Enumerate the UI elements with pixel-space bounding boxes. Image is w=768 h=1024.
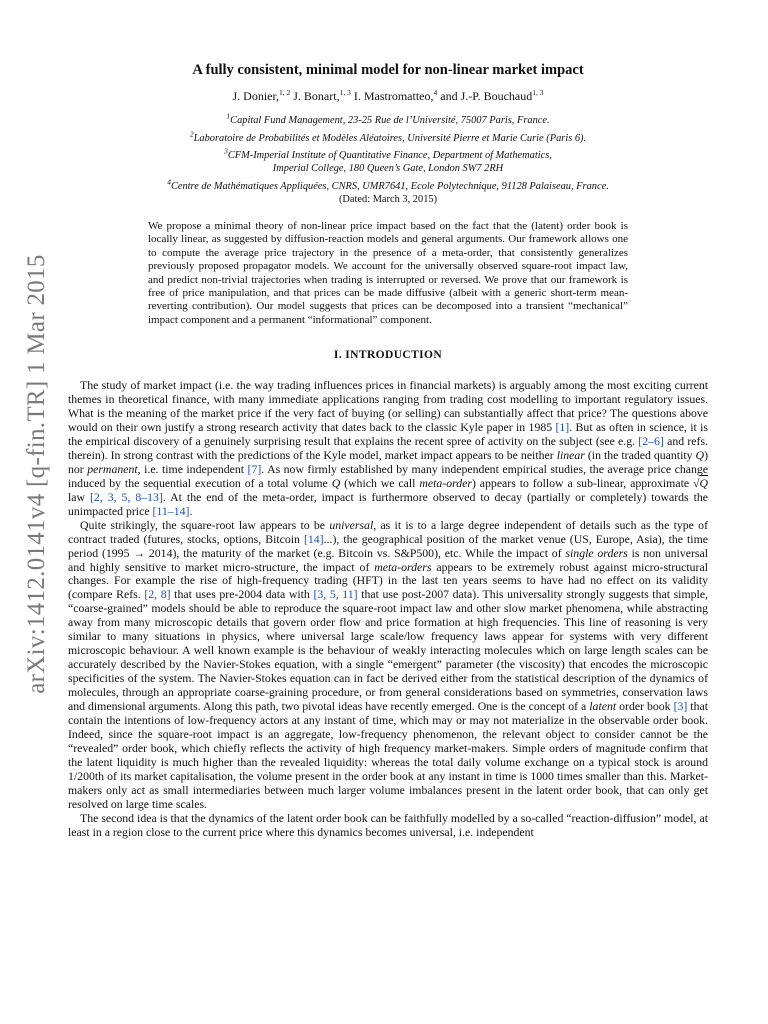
author-affiliation-marker: 4: [433, 88, 438, 97]
arxiv-sidebar: [4, 0, 70, 1024]
author-affiliation-marker: 1, 3: [532, 88, 544, 97]
citation-link[interactable]: [11–14]: [152, 503, 190, 518]
citation-link[interactable]: [14]: [303, 531, 324, 546]
body-paragraph: Quite strikingly, the square-root law appears to be universal, as it is to a large degree independent of details such as the type of contract traded (futures, stocks, options, Bitcoin [14]...), the geographical position of the market venue (US, Europe, Asia), the time period (1995 → 2014), the maturity of the market (e.g. Bitcoin vs. S&P500), etc. While the impact of single orders is non universal and highly sensitive to market micro-structure, the impact of meta-orders appears to be extremely robust against micro-structural changes. For example the rise of high-frequency trading (HFT) in the last ten years seems to have had no effect on its validity (compare Refs. [2, 8] that uses pre-2004 data with [3, 5, 11] that use post-2007 data). This universality strongly suggests that simple, “coarse-grained” models should be able to reproduce the square-root impact law and other slow market phenomena, while abstracting away from many microscopic details that govern order flow and price formation at high frequencies. This line of reasoning is very similar to many situations in physics, where universal large scale/low frequency laws appear for systems with very different microscopic behaviour. A well known example is the behaviour of weakly interacting molecules which on large length scales can be accurately described by the Navier-Stokes equation, with a single “emergent” parameter (the viscosity) that encodes the microscopic specificities of the system. The Navier-Stokes equation can in fact be derived either from the statistical description of the dynamics of molecules, through an appropriate coarse-graining procedure, or from general considerations based on symmetries, conservation laws and dimensional arguments. Along this path, two pivotal ideas have recently emerged. One is the concept of a latent order book [3] that contain the intentions of low-frequency actors at any instant of time, which may or may not materialize in the observable order book. Indeed, since the square-root impact is an aggregate, low-frequency phenomenon, the relevant object to consider cannot be the “revealed” order book, which chiefly reflects the activity of high frequency market-makers. Simple orders of magnitude confirm that the latent liquidity is much higher than the revealed liquidity: whereas the total daily volume exchange on a typical stock is around 1/200th of its market capitalisation, the volume present in the order book at any instant in time is 1000 times smaller than this. Market-makers only act as small intermediaries between much larger volume imbalances present in the latent order book, that can only get resolved on large time scales.: [68, 517, 709, 811]
author-name: J. Bonart,: [290, 89, 340, 103]
citation-link[interactable]: [3, 5, 11]: [313, 587, 358, 602]
affiliation: $^1$Capital Fund Management, 23-25 Rue de l’Université, 75007 Paris, France.: [226, 112, 550, 127]
square-root-symbol: √Q: [692, 475, 708, 490]
author-name: I. Mastromatteo,: [350, 89, 434, 103]
author-list: [68, 88, 708, 104]
affiliation: Imperial College, 180 Queen’s Gate, London SW7 2RH: [272, 163, 504, 175]
affiliation: $^2$Laboratoire de Probabilités et Modèles Aléatoires, Université Pierre et Marie Curie (Paris 6).: [189, 129, 587, 144]
affiliation: $^4$Centre de Mathématiques Appliquées, CNRS, UMR7641, Ecole Polytechnique, 91128 Palaiseau, France.: [167, 177, 609, 192]
author-name: J. Donier,: [232, 89, 279, 103]
citation-link[interactable]: [2, 3, 5, 8–13]: [90, 489, 163, 504]
section-heading-introduction: I. INTRODUCTION: [333, 349, 443, 362]
date-line: (Dated: March 3, 2015): [338, 193, 438, 205]
citation-link[interactable]: [3]: [673, 699, 688, 714]
body-paragraph: The study of market impact (i.e. the way trading influences prices in financial markets) is arguably among the most exciting current themes in theoretical finance, with many immediate applications ranging from trading cost modelling to important regulatory issues. What is the meaning of the market price if the very fact of buying (or selling) can substantially affect that price? The questions above would on their own justify a strong research activity that dates back to the classic Kyle paper in 1985 [1]. But as often in science, it is the empirical discovery of a genuinely surprising result that explains the recent spree of activity on the subject (see e.g. [2–6] and refs. therein). In strong contrast with the predictions of the Kyle model, market impact appears to be neither linear (in the traded quantity Q) nor permanent, i.e. time independent [7]. As now firmly established by many independent empirical studies, the average price change induced by the sequential execution of a total volume Q (which we call meta-order) appears to follow a sub-linear, approximate √Q law [2, 3, 5, 8–13]. At the end of the meta-order, impact is furthermore observed to decay (partially or completely) towards the unimpacted price [11–14].: [68, 378, 709, 518]
citation-link[interactable]: [1]: [555, 419, 570, 434]
affiliation: $^3$CFM-Imperial Institute of Quantitative Finance, Department of Mathematics,: [224, 146, 552, 162]
author-name: and J.-P. Bouchaud: [437, 89, 533, 103]
affiliation-list: [68, 110, 708, 193]
author-affiliation-marker: 1, 2: [279, 88, 291, 97]
citation-link[interactable]: [2, 8]: [144, 587, 171, 602]
paper-page: [68, 62, 708, 840]
citation-link[interactable]: [2–6]: [638, 433, 664, 448]
citation-link[interactable]: [7]: [247, 461, 262, 476]
author-affiliation-marker: 1, 3: [339, 88, 351, 97]
paper-title: A fully consistent, minimal model for non-linear market impact: [192, 62, 584, 78]
body-paragraph: The second idea is that the dynamics of the latent order book can be faithfully modelled by a so-called “reaction-diffusion” model, at least in a region close to the current price where this dynamics becomes universal, i.e. independent: [68, 810, 708, 839]
abstract: We propose a minimal theory of non-linear price impact based on the fact that the (latent) order book is locally linear, as suggested by diffusion-reaction models and general arguments. Our framework allows one to compute the average price trajectory in the presence of a meta-order, that consistently generalizes previously proposed propagator models. We account for the universally observed square-root impact law, and predict non-trivial trajectories when trading is interrupted or reversed. We prove that our framework is free of price manipulation, and that prices can be made diffusive (albeit with a generic short-term mean-reverting contribution). Our model suggests that prices can be decomposed into a transient “mechanical” impact component and a permanent “informational” component.: [148, 219, 628, 326]
arxiv-identifier: arXiv:1412.0141v4 [q-fin.TR] 1 Mar 2015: [23, 254, 50, 694]
